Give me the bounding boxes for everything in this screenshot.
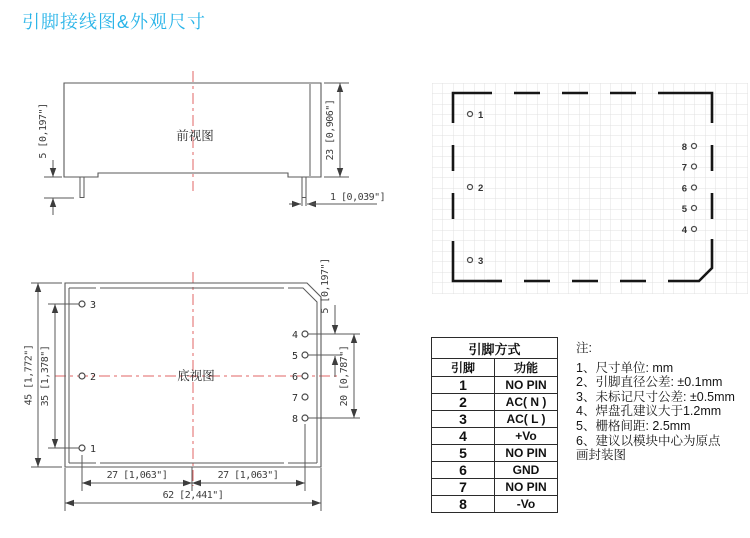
table-row	[432, 479, 558, 496]
bottom-dim35-text: 35 [1,378"]	[40, 345, 51, 407]
pcb-pad-7-label: 7	[681, 162, 687, 174]
pcb-pad-5	[692, 206, 697, 211]
table-row	[432, 394, 558, 411]
table-row	[432, 462, 558, 479]
table-row	[432, 428, 558, 445]
pin-function: NO PIN	[495, 479, 558, 496]
bottom-pin-2	[79, 373, 85, 379]
table-title: 引脚方式	[432, 338, 558, 359]
pin-function: GND	[495, 462, 558, 479]
pcb-pad-5-label: 5	[681, 204, 687, 215]
pcb-pad-4-label: 4	[681, 225, 687, 236]
column-header-function: 功能	[495, 359, 558, 377]
pcb-pad-3	[468, 258, 473, 263]
bottom-pin-7	[302, 394, 308, 400]
pin-number: 6	[432, 462, 495, 479]
pcb-pad-8	[692, 144, 697, 149]
bottom-pin-3-label: 3	[90, 300, 97, 311]
front-dim1-extension-lines	[302, 198, 306, 206]
pcb-layout-drawing	[432, 83, 748, 294]
table-title-row	[432, 338, 558, 359]
pin-number: 4	[432, 428, 495, 445]
bottom-dim20-text: 20 [0,787"]	[339, 345, 350, 407]
bottom-pin-5-label: 5	[291, 351, 298, 362]
bottom-view-label: 底视图	[177, 369, 215, 383]
front-view-drawing	[38, 71, 385, 215]
note-line: 5、栅格间距: 2.5mm	[576, 418, 691, 433]
table-row	[432, 445, 558, 462]
bottom-dim27-left-text: 27 [1,063"]	[106, 470, 168, 481]
pin-function: NO PIN	[495, 445, 558, 462]
bottom-dim5-text: 5 [0,197"]	[320, 258, 331, 314]
bottom-dim45-text: 45 [1,772"]	[23, 344, 35, 406]
bottom-pin-6	[302, 373, 308, 379]
pcb-pad-3-label: 3	[478, 256, 484, 267]
pin-function: +Vo	[495, 428, 558, 445]
front-dim23-text: 23 [0,906"]	[325, 99, 336, 161]
front-dim1-text: 1 [0,039"]	[330, 192, 386, 203]
front-view-label: 前视图	[176, 129, 214, 143]
bottom-dim27-right-text: 27 [1,063"]	[217, 470, 279, 481]
pin-function: AC( L )	[495, 411, 558, 428]
bottom-pin-3	[79, 301, 85, 307]
note-line: 画封装图	[576, 448, 627, 463]
pcb-pad-1-label: 1	[478, 110, 484, 121]
bottom-pin-6-label: 6	[291, 372, 298, 383]
bottom-pin-1	[79, 445, 85, 451]
notes-block	[576, 341, 748, 463]
bottom-pin-8-label: 8	[291, 414, 298, 425]
pin-number: 7	[432, 479, 495, 496]
bottom-pin-5	[302, 352, 308, 358]
bottom-pin-1-label: 1	[90, 444, 97, 455]
pin-number: 1	[432, 377, 495, 394]
pcb-pad-7	[692, 164, 697, 169]
table-row	[432, 411, 558, 428]
bottom-pin-4	[302, 331, 308, 337]
notes-heading: 注:	[576, 341, 592, 355]
pcb-pad-2	[468, 185, 473, 190]
pin-function: NO PIN	[495, 377, 558, 394]
pin-function: -Vo	[495, 496, 558, 513]
front-dim5-text: 5 [0,197"]	[38, 103, 49, 159]
pcb-pad-4	[692, 227, 697, 232]
pcb-pad-6-label: 6	[681, 183, 687, 195]
note-line: 2、引脚直径公差: ±0.1mm	[576, 375, 723, 390]
pcb-pad-2-label: 2	[478, 183, 484, 194]
table-header-row	[432, 359, 558, 377]
bottom-pin-7-label: 7	[291, 393, 298, 404]
bottom-pin-8	[302, 415, 308, 421]
page-title: 引脚接线图&外观尺寸	[22, 12, 207, 32]
bottom-view-drawing	[24, 258, 361, 511]
pin-number: 2	[432, 394, 495, 411]
pin-number: 3	[432, 411, 495, 428]
pin-number: 5	[432, 445, 495, 462]
pcb-pad-6	[692, 185, 697, 190]
bottom-dim62-text: 62 [2,441"]	[162, 490, 224, 501]
table-row	[432, 377, 558, 394]
note-line: 4、焊盘孔建议大于1.2mm	[576, 404, 722, 419]
pin-number: 8	[432, 496, 495, 513]
front-dim5-extension-lines	[44, 177, 74, 198]
bottom-pin-4-label: 4	[291, 330, 298, 341]
column-header-pin: 引脚	[432, 359, 495, 377]
note-line: 3、未标记尺寸公差: ±0.5mm	[576, 389, 735, 404]
pin-function-table	[431, 337, 558, 513]
bottom-pin-2-label: 2	[90, 372, 97, 383]
pcb-pad-8-label: 8	[681, 142, 687, 153]
note-line: 6、建议以模块中心为原点	[576, 433, 721, 448]
pin-function: AC( N )	[495, 394, 558, 411]
pcb-pad-1	[468, 112, 473, 117]
table-row	[432, 496, 558, 513]
note-line: 1、尺寸单位: mm	[576, 360, 674, 375]
